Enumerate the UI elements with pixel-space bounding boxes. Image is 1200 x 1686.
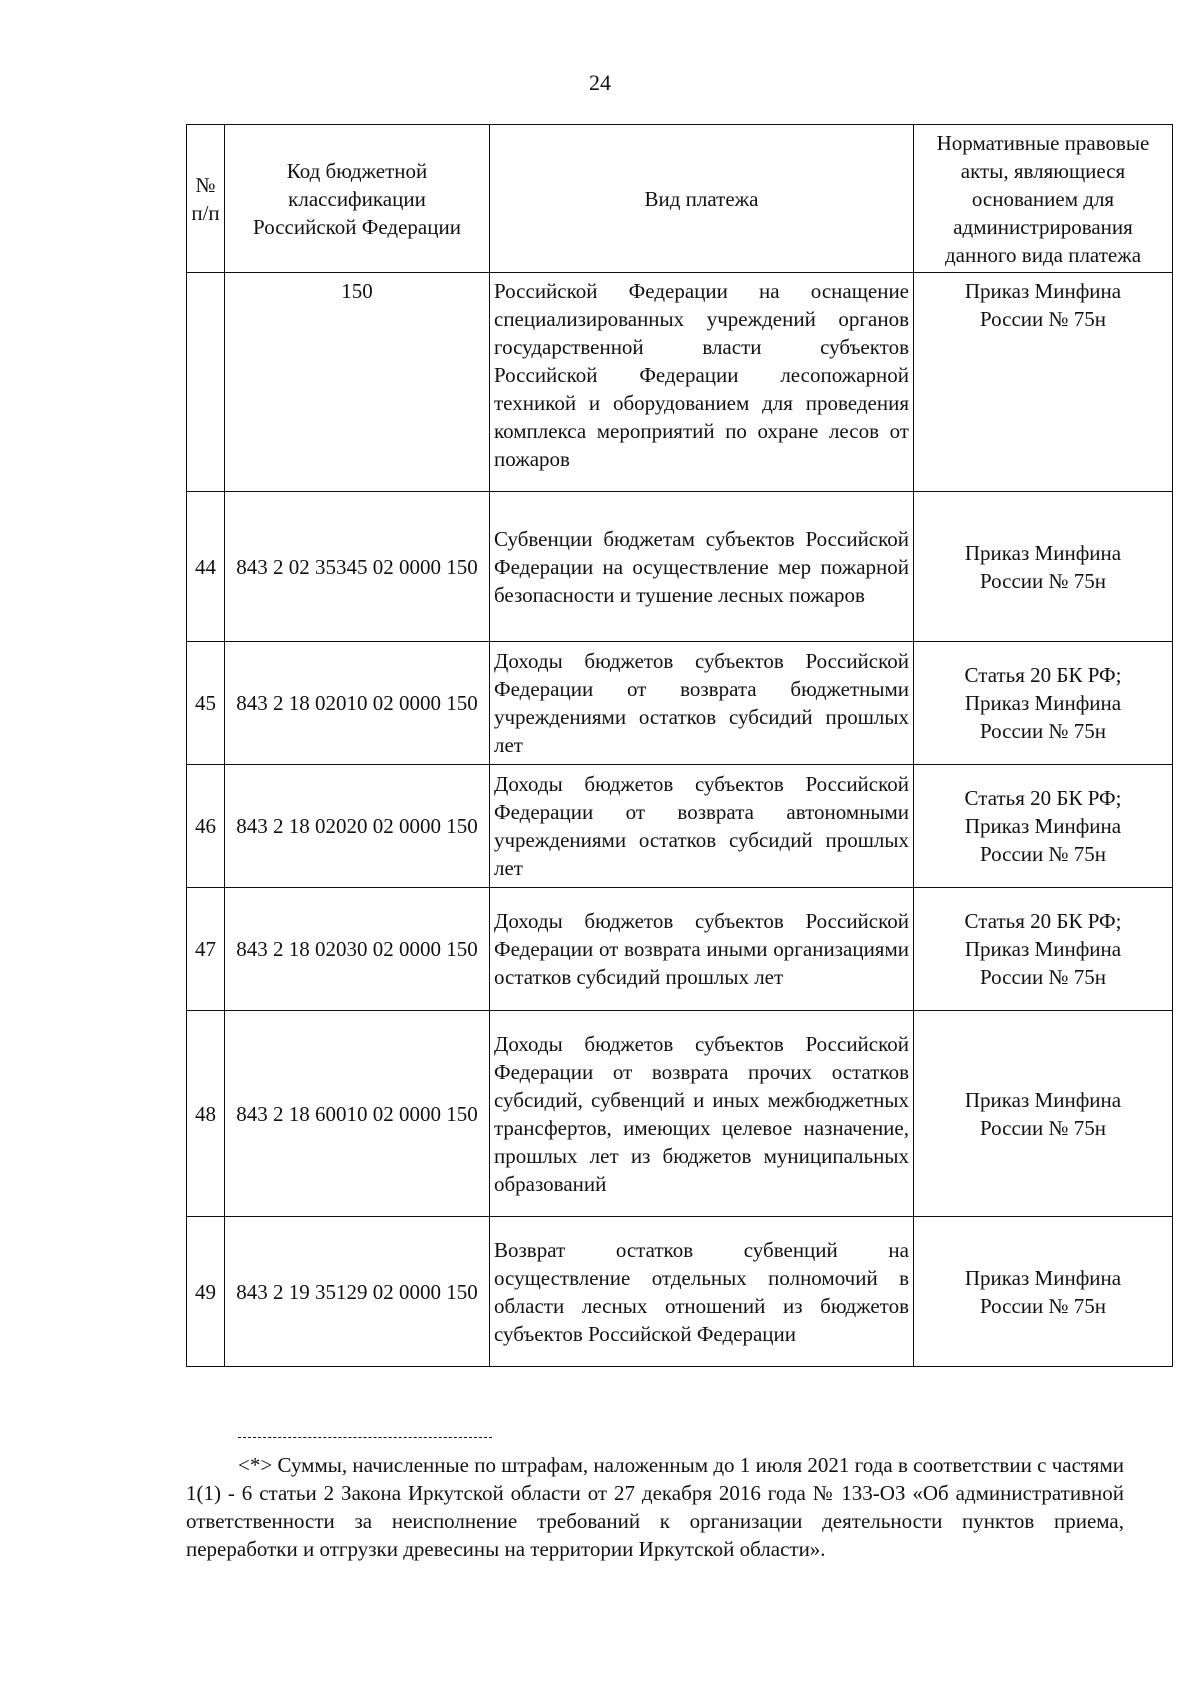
row-kind: Доходы бюджетов субъектов Российской Федерации от возврата иными организациями остатков субсидий прошлых лет [490,888,914,1011]
footnote: <*> Суммы, начисленные по штрафам, наложенным до 1 июля 2021 года в соответствии с частями 1(1) - 6 статьи 2 Закона Иркутской области от 27 декабря 2016 года № 133-ОЗ «Об административной ответственности за неисполнение требований к организации деятельности пунктов приема, переработки и отгрузки древесины на территории Иркутской области». [186,1453,1124,1561]
row-num: 47 [187,888,225,1011]
row-code: 843 2 18 02030 02 0000 150 [225,888,490,1011]
row-kind: Доходы бюджетов субъектов Российской Федерации от возврата прочих остатков субсидий, субвенций и иных межбюджетных трансфертов, имеющих целевое назначение, прошлых лет из бюджетов муниципальных образований [490,1011,914,1217]
row-kind: Российской Федерации на оснащение специализированных учреждений органов государственной власти субъектов Российской Федерации лесопожарной техникой и оборудованием для проведения комплекса мероприятий по охране лесов от пожаров [490,273,914,492]
row-kind: Возврат остатков субвенций на осуществление отдельных полномочий в области лесных отношений из бюджетов субъектов Российской Федерации [490,1217,914,1367]
row-code: 843 2 18 60010 02 0000 150 [225,1011,490,1217]
table-row [187,273,1173,492]
budget-classification-table [186,124,1173,1367]
footnote-separator [238,1437,492,1438]
row-acts: Приказ Минфина России № 75н [914,1011,1173,1217]
table-row [187,492,1173,642]
row-num: 44 [187,492,225,642]
row-num [187,273,225,492]
header-num: № п/п [187,125,225,273]
header-code: Код бюджетной классификации Российской Федерации [225,125,490,273]
row-code: 843 2 02 35345 02 0000 150 [225,492,490,642]
header-acts: Нормативные правовые акты, являющиеся основанием для администрирования данного вида платежа [914,125,1173,273]
row-acts: Приказ Минфина России № 75н [914,273,1173,492]
row-acts: Статья 20 БК РФ; Приказ Минфина России № 75н [914,642,1173,765]
table-row [187,765,1173,888]
row-kind: Доходы бюджетов субъектов Российской Федерации от возврата бюджетными учреждениями остатков субсидий прошлых лет [490,642,914,765]
row-num: 49 [187,1217,225,1367]
row-kind: Субвенции бюджетам субъектов Российской Федерации на осуществление мер пожарной безопасности и тушение лесных пожаров [490,492,914,642]
row-acts: Статья 20 БК РФ; Приказ Минфина России № 75н [914,888,1173,1011]
row-code: 843 2 19 35129 02 0000 150 [225,1217,490,1367]
row-num: 46 [187,765,225,888]
row-code: 843 2 18 02020 02 0000 150 [225,765,490,888]
row-code: 843 2 18 02010 02 0000 150 [225,642,490,765]
header-kind: Вид платежа [490,125,914,273]
row-kind: Доходы бюджетов субъектов Российской Федерации от возврата автономными учреждениями остатков субсидий прошлых лет [490,765,914,888]
page-number: 24 [589,70,611,95]
row-acts: Статья 20 БК РФ; Приказ Минфина России № 75н [914,765,1173,888]
table-header-row [187,125,1173,273]
row-acts: Приказ Минфина России № 75н [914,492,1173,642]
row-acts: Приказ Минфина России № 75н [914,1217,1173,1367]
row-num: 48 [187,1011,225,1217]
row-num: 45 [187,642,225,765]
row-code: 150 [225,273,490,492]
table-row [187,1011,1173,1217]
table-row [187,642,1173,765]
table-row [187,888,1173,1011]
table-row [187,1217,1173,1367]
